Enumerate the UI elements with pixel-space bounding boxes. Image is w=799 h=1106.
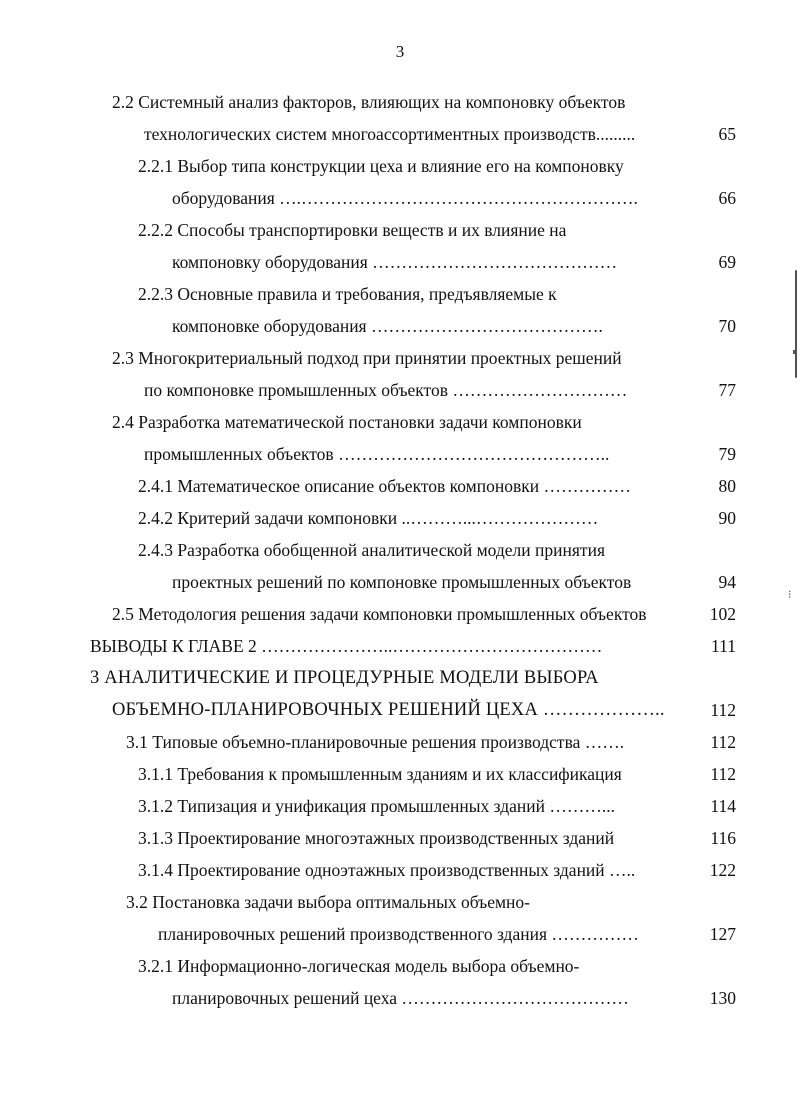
scan-edge-mark xyxy=(793,350,795,354)
scan-edge-mark xyxy=(795,270,797,378)
toc-entry: 2.2.1 Выбор типа конструкции цеха и влияние его на компоновку xyxy=(138,156,624,176)
toc-entry: планировочных решений цеха ………………………………… xyxy=(172,988,629,1008)
toc-entry: технологических систем многоассортиментных производств......... xyxy=(144,124,636,144)
toc-page-number: 90 xyxy=(718,508,736,528)
toc-page-number: 112 xyxy=(710,764,736,784)
toc-entry: планировочных решений производственного здания …………… xyxy=(158,924,639,944)
toc-entry: 3.1.1 Требования к промышленным зданиям и их классификация xyxy=(138,764,622,784)
toc-entry: компоновке оборудования …………………………………. xyxy=(172,316,603,336)
toc-entry: по компоновке промышленных объектов ………………………… xyxy=(144,380,628,400)
toc-page-number: 112 xyxy=(710,732,736,752)
toc-entry: 3.2.1 Информационно-логическая модель выбора объемно- xyxy=(138,956,580,976)
toc-page-number: 77 xyxy=(718,380,736,400)
toc-page-number: 130 xyxy=(709,988,736,1008)
toc-page-number: 122 xyxy=(709,860,736,880)
toc-page-number: 127 xyxy=(709,924,736,944)
toc-page-number: 102 xyxy=(709,604,736,624)
toc-entry: 2.2.2 Способы транспортировки веществ и их влияние на xyxy=(138,220,567,240)
toc-page-number: 116 xyxy=(710,828,736,848)
toc-page-number: 114 xyxy=(710,796,736,816)
toc-page-number: 112 xyxy=(710,700,736,720)
toc-page-number: 111 xyxy=(711,636,736,656)
toc-entry: 3.1 Типовые объемно-планировочные решения производства ……. xyxy=(126,732,625,752)
toc-page-number: 80 xyxy=(718,476,736,496)
toc-entry: 2.4 Разработка математической постановки задачи компоновки xyxy=(112,412,582,432)
toc-entry: 2.2.3 Основные правила и требования, предъявляемые к xyxy=(138,284,557,304)
toc-chapter-heading: ОБЪЕМНО-ПЛАНИРОВОЧНЫХ РЕШЕНИЙ ЦЕХА ……………….. xyxy=(112,700,665,720)
toc-entry: 2.4.1 Математическое описание объектов компоновки …………… xyxy=(138,476,631,496)
toc-page-number: 65 xyxy=(718,124,736,144)
toc-entry: проектных решений по компоновке промышленных объектов xyxy=(172,572,632,592)
toc-entry: 2.4.3 Разработка обобщенной аналитической модели принятия xyxy=(138,540,605,560)
scan-speck: ⁝ xyxy=(788,589,792,601)
toc-entry: 3.1.3 Проектирование многоэтажных производственных зданий xyxy=(138,828,615,848)
toc-entry: 2.3 Многокритериальный подход при принятии проектных решений xyxy=(112,348,622,368)
toc-entry: 3.2 Постановка задачи выбора оптимальных объемно- xyxy=(126,892,531,912)
toc-page-number: 79 xyxy=(718,444,736,464)
toc-entry: 2.5 Методология решения задачи компоновки промышленных объектов xyxy=(112,604,647,624)
toc-chapter-heading: 3 АНАЛИТИЧЕСКИЕ И ПРОЦЕДУРНЫЕ МОДЕЛИ ВЫБОРА xyxy=(90,668,599,688)
toc-page-number: 69 xyxy=(718,252,736,272)
toc-entry: 3.1.4 Проектирование одноэтажных производственных зданий ….. xyxy=(138,860,636,880)
toc-page-number: 66 xyxy=(718,188,736,208)
page-number: 3 xyxy=(395,42,405,61)
toc-entry: 3.1.2 Типизация и унификация промышленных зданий ………... xyxy=(138,796,615,816)
toc-entry: ВЫВОДЫ К ГЛАВЕ 2 …………………..……………………………… xyxy=(90,636,603,656)
toc-entry: оборудования ….…………………………………………………. xyxy=(172,188,638,208)
toc-entry: компоновку оборудования …………………………………… xyxy=(172,252,618,272)
toc-page-number: 70 xyxy=(718,316,736,336)
toc-page-number: 94 xyxy=(718,572,736,592)
toc-entry: промышленных объектов ……………………………………….. xyxy=(144,444,610,464)
toc-entry: 2.4.2 Критерий задачи компоновки ..………...………………… xyxy=(138,508,599,528)
toc-entry: 2.2 Системный анализ факторов, влияющих на компоновку объектов xyxy=(112,92,626,112)
